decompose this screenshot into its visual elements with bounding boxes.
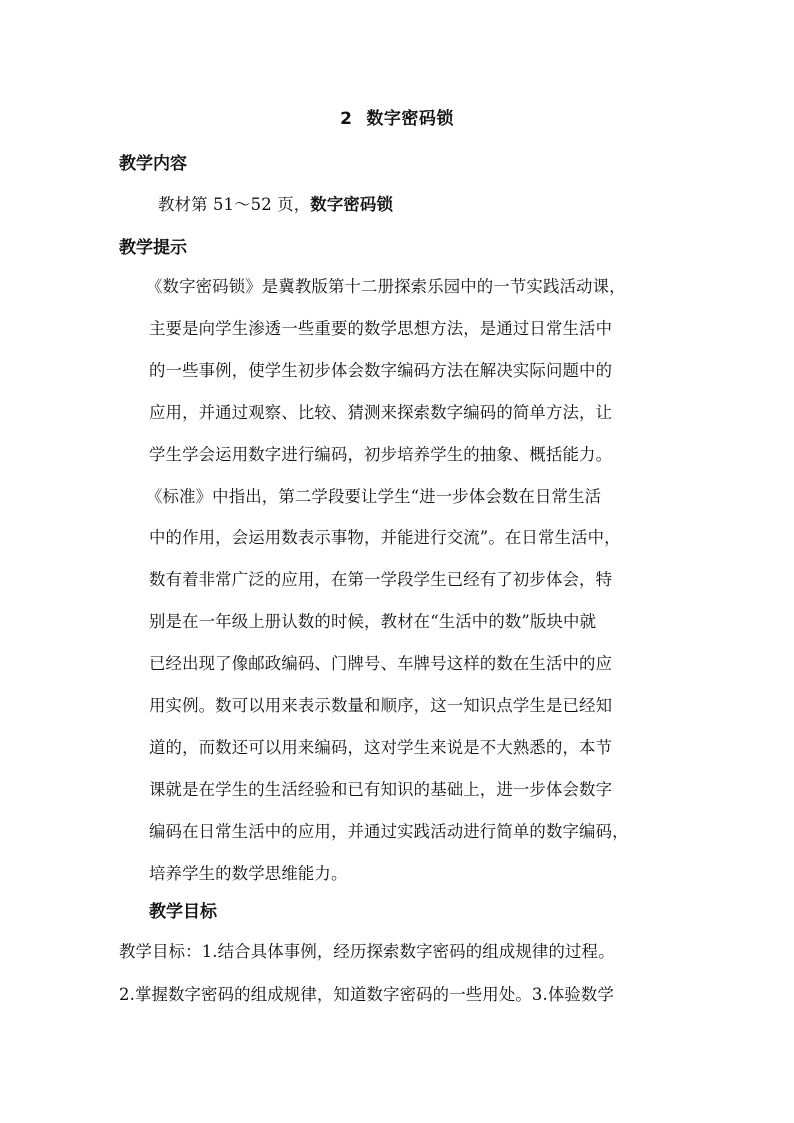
hint-line: 道的，而数还可以用来编码，这对学生来说是不大熟悉的，本节: [149, 737, 613, 757]
hint-line: 《数字密码锁》是冀教版第十二册探索乐园中的一节实践活动课，: [146, 277, 626, 296]
goals-heading: 教学目标: [149, 902, 217, 922]
hint-line: 的一些事例，使学生初步体会数字编码方法在解决实际问题中的: [149, 360, 613, 380]
hint-line: 主要是向学生渗透一些重要的数学思想方法，是通过日常生活中: [149, 318, 613, 338]
hint-line: 已经出现了像邮政编码、门牌号、车牌号这样的数在生活中的应: [149, 654, 613, 674]
hint-line: 培养学生的数学思维能力。: [149, 863, 348, 883]
page-title: [0, 104, 794, 129]
content-line-prefix: 教材第 51～52 页，: [158, 195, 311, 214]
hint-line: 别是在一年级上册认数的时候，教材在“生活中的数”版块中就: [149, 612, 597, 632]
hint-line: 编码在日常生活中的应用，并通过实践活动进行简单的数字编码，: [149, 821, 629, 841]
hint-line: 数有着非常广泛的应用，在第一学段学生已经有了初步体会，特: [149, 570, 613, 590]
content-heading: 教学内容: [119, 154, 187, 174]
hint-heading: 教学提示: [119, 238, 187, 258]
goals-line: 教学目标：1.结合具体事例，经历探索数字密码的组成规律的过程。: [119, 942, 615, 961]
hint-line: 学生学会运用数字进行编码，初步培养学生的抽象、概括能力。: [149, 444, 613, 464]
content-line: [158, 191, 393, 215]
content-line-bold: 数字密码锁: [310, 195, 393, 214]
title-number: 2: [340, 109, 353, 129]
hint-line: 课就是在学生的生活经验和已有知识的基础上，进一步体会数字: [149, 779, 613, 799]
title-text: 数字密码锁: [366, 109, 454, 129]
hint-line: 《标准》中指出，第二学段要让学生“进一步体会数在日常生活: [146, 486, 602, 506]
hint-line: 用实例。数可以用来表示数量和顺序，这一知识点学生是已经知: [149, 696, 613, 715]
hint-line: 中的作用，会运用数表示事物，并能进行交流”。在日常生活中，: [149, 528, 621, 548]
goals-line: 2.掌握数字密码的组成规律，知道数字密码的一些用处。3.体验数学: [119, 985, 615, 1004]
hint-line: 应用，并通过观察、比较、猜测来探索数字编码的简单方法，让: [149, 402, 613, 422]
